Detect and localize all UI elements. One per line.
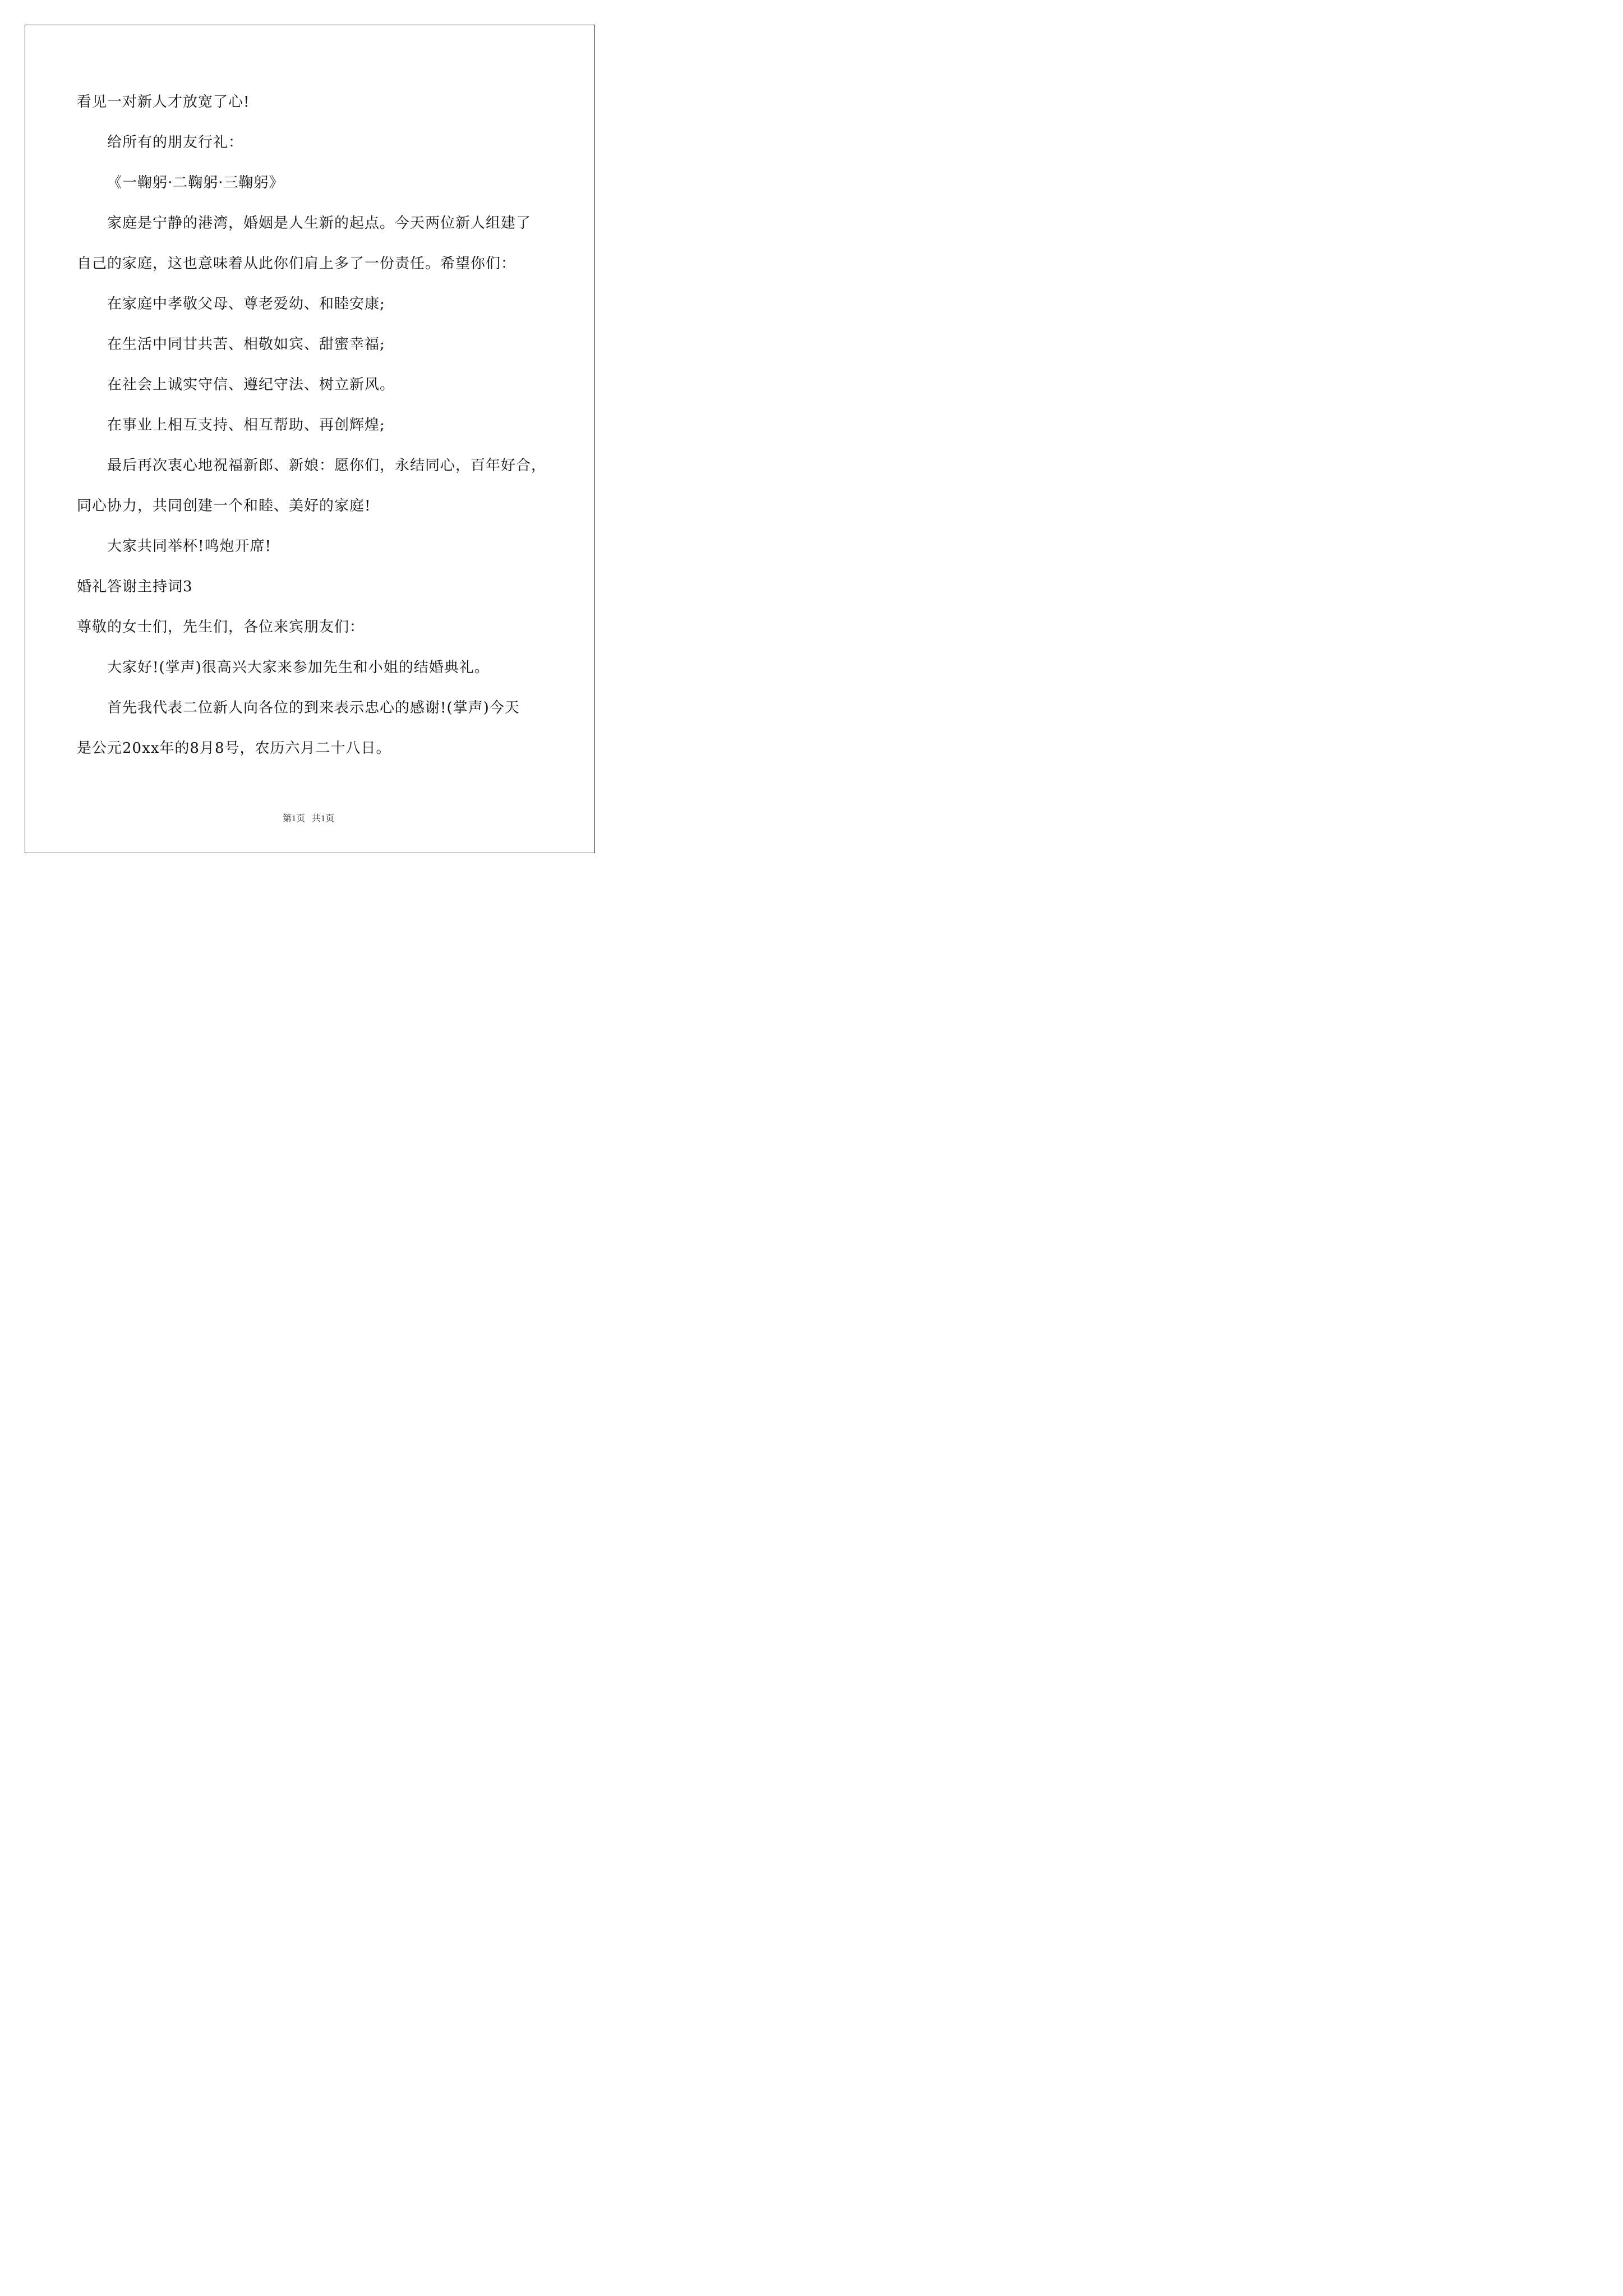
text-line: 给所有的朋友行礼： xyxy=(107,134,244,151)
section-heading: 婚礼答谢主持词3 xyxy=(77,578,193,595)
text-line: 在生活中同甘共苦、相敬如宾、甜蜜幸福; xyxy=(107,336,385,353)
page-number: 第1页 xyxy=(282,814,305,823)
text-line: 是公元20xx年的8月8号，农历六月二十八日。 xyxy=(77,740,391,757)
text-line: 家庭是宁静的港湾，婚姻是人生新的起点。今天两位新人组建了 xyxy=(107,215,532,232)
text-line: 在社会上诚实守信、遵纪守法、树立新风。 xyxy=(107,376,395,393)
text-line: 首先我代表二位新人向各位的到来表示忠心的感谢!(掌声)今天 xyxy=(107,700,520,716)
text-line: 大家共同举杯!鸣炮开席! xyxy=(107,538,271,555)
text-line: 看见一对新人才放宽了心! xyxy=(77,94,250,111)
document-body xyxy=(77,82,559,769)
text-line: 在事业上相互支持、相互帮助、再创辉煌; xyxy=(107,417,385,434)
salutation: 尊敬的女士们，先生们，各位来宾朋友们： xyxy=(77,619,365,636)
text-line: 在家庭中孝敬父母、尊老爱幼、和睦安康; xyxy=(107,296,385,312)
text-line: 《一鞠躬·二鞠躬·三鞠躬》 xyxy=(107,174,284,191)
page-footer xyxy=(0,811,617,824)
text-line: 大家好!(掌声)很高兴大家来参加先生和小姐的结婚典礼。 xyxy=(107,659,490,676)
page-total: 共1页 xyxy=(312,814,335,823)
text-line: 同心协力，共同创建一个和睦、美好的家庭! xyxy=(77,498,371,514)
text-line: 自己的家庭，这也意味着从此你们肩上多了一份责任。希望你们： xyxy=(77,255,517,272)
text-line: 最后再次衷心地祝福新郎、新娘：愿你们，永结同心，百年好合， xyxy=(107,457,547,474)
